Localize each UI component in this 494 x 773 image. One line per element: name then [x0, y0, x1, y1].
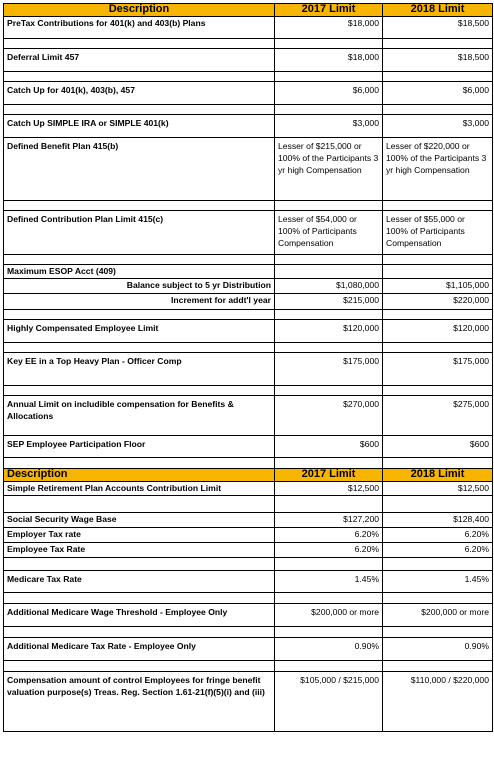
header-description: Description [4, 4, 275, 17]
table-row [4, 571, 493, 593]
row-label: Additional Medicare Tax Rate - Employee Only [4, 638, 275, 661]
spacer-row [4, 105, 493, 115]
limits-table [3, 3, 493, 732]
value-2017: 6.20% [275, 543, 383, 558]
row-label: Defined Benefit Plan 415(b) [4, 138, 275, 201]
row-label: Simple Retirement Plan Accounts Contribution Limit [4, 482, 275, 496]
header-2017-limit: 2017 Limit [275, 469, 383, 482]
row-label: Defined Contribution Plan Limit 415(c) [4, 211, 275, 255]
table-row [4, 17, 493, 39]
value-2018: 6.20% [383, 528, 493, 543]
table-row [4, 115, 493, 138]
table-row [4, 294, 493, 310]
row-label: Increment for addt'l year [4, 294, 275, 310]
value-2017: $18,000 [275, 49, 383, 72]
table-row [4, 82, 493, 105]
table-row [4, 265, 493, 279]
table-row [4, 353, 493, 386]
spacer-row [4, 661, 493, 672]
value-2017: $215,000 [275, 294, 383, 310]
value-2018: $600 [383, 436, 493, 458]
spacer-row [4, 627, 493, 638]
value-2017: $6,000 [275, 82, 383, 105]
value-2017: $12,500 [275, 482, 383, 496]
table-row [4, 436, 493, 458]
header-description: Description [4, 469, 275, 482]
value-2017: Lesser of $54,000 or 100% of Participants Compensation [275, 211, 383, 255]
header-2017-limit: 2017 Limit [275, 4, 383, 17]
table1-header-row [4, 4, 493, 17]
spacer-row [4, 72, 493, 82]
table-row [4, 672, 493, 732]
value-2017: $3,000 [275, 115, 383, 138]
value-2018: $275,000 [383, 396, 493, 436]
row-label: Maximum ESOP Acct (409) [4, 265, 275, 279]
value-2017: $105,000 / $215,000 [275, 672, 383, 732]
row-label: Deferral Limit 457 [4, 49, 275, 72]
row-label: Balance subject to 5 yr Distribution [4, 279, 275, 294]
row-label: Catch Up SIMPLE IRA or SIMPLE 401(k) [4, 115, 275, 138]
table-row [4, 638, 493, 661]
value-2018: $120,000 [383, 320, 493, 343]
value-2017: $18,000 [275, 17, 383, 39]
value-2018: $12,500 [383, 482, 493, 496]
table-row [4, 320, 493, 343]
value-2017: $1,080,000 [275, 279, 383, 294]
value-2018: $200,000 or more [383, 604, 493, 627]
spacer-row [4, 458, 493, 469]
table-row [4, 279, 493, 294]
row-label: Catch Up for 401(k), 403(b), 457 [4, 82, 275, 105]
value-2018: Lesser of $55,000 or 100% of Participants Compensation [383, 211, 493, 255]
value-2017: $127,200 [275, 513, 383, 528]
value-2018: $3,000 [383, 115, 493, 138]
spacer-row [4, 39, 493, 49]
value-2017: 0.90% [275, 638, 383, 661]
value-2018: $1,105,000 [383, 279, 493, 294]
value-2017: $120,000 [275, 320, 383, 343]
spacer-row [4, 343, 493, 353]
row-label: Key EE in a Top Heavy Plan - Officer Comp [4, 353, 275, 386]
value-2018: 6.20% [383, 543, 493, 558]
spacer-row [4, 558, 493, 571]
value-2018: $110,000 / $220,000 [383, 672, 493, 732]
row-label: SEP Employee Participation Floor [4, 436, 275, 458]
row-label: Employer Tax rate [4, 528, 275, 543]
row-label: PreTax Contributions for 401(k) and 403(b) Plans [4, 17, 275, 39]
table-row [4, 513, 493, 528]
spacer-row [4, 593, 493, 604]
spacer-row [4, 386, 493, 396]
table-row [4, 604, 493, 627]
spacer-row [4, 496, 493, 513]
value-2018: $175,000 [383, 353, 493, 386]
table-row [4, 138, 493, 201]
table-row [4, 528, 493, 543]
header-2018-limit: 2018 Limit [383, 4, 493, 17]
table-row [4, 482, 493, 496]
value-2018: 1.45% [383, 571, 493, 593]
row-label: Social Security Wage Base [4, 513, 275, 528]
value-2017: $175,000 [275, 353, 383, 386]
table2-header-row [4, 469, 493, 482]
value-2018: $128,400 [383, 513, 493, 528]
value-2017: 1.45% [275, 571, 383, 593]
table-row [4, 49, 493, 72]
value-2017: Lesser of $215,000 or 100% of the Participants 3 yr high Compensation [275, 138, 383, 201]
row-label: Highly Compensated Employee Limit [4, 320, 275, 343]
value-2017: $270,000 [275, 396, 383, 436]
spacer-row [4, 255, 493, 265]
value-2018: $18,500 [383, 17, 493, 39]
value-2017: $600 [275, 436, 383, 458]
value-2018: $18,500 [383, 49, 493, 72]
value-2018: Lesser of $220,000 or 100% of the Participants 3 yr high Compensation [383, 138, 493, 201]
value-2018: 0.90% [383, 638, 493, 661]
header-2018-limit: 2018 Limit [383, 469, 493, 482]
row-label: Compensation amount of control Employees for fringe benefit valuation purpose(s) Treas. Reg. Section 1.61-21(f)(5)(i) and (iii) [4, 672, 275, 732]
value-2017: 6.20% [275, 528, 383, 543]
table-row [4, 211, 493, 255]
spacer-row [4, 201, 493, 211]
row-label: Additional Medicare Wage Threshold - Employee Only [4, 604, 275, 627]
table-row [4, 396, 493, 436]
spacer-row [4, 310, 493, 320]
value-2017: $200,000 or more [275, 604, 383, 627]
row-label: Employee Tax Rate [4, 543, 275, 558]
table-row [4, 543, 493, 558]
row-label: Annual Limit on includible compensation for Benefits & Allocations [4, 396, 275, 436]
value-2018: $220,000 [383, 294, 493, 310]
row-label: Medicare Tax Rate [4, 571, 275, 593]
value-2018: $6,000 [383, 82, 493, 105]
